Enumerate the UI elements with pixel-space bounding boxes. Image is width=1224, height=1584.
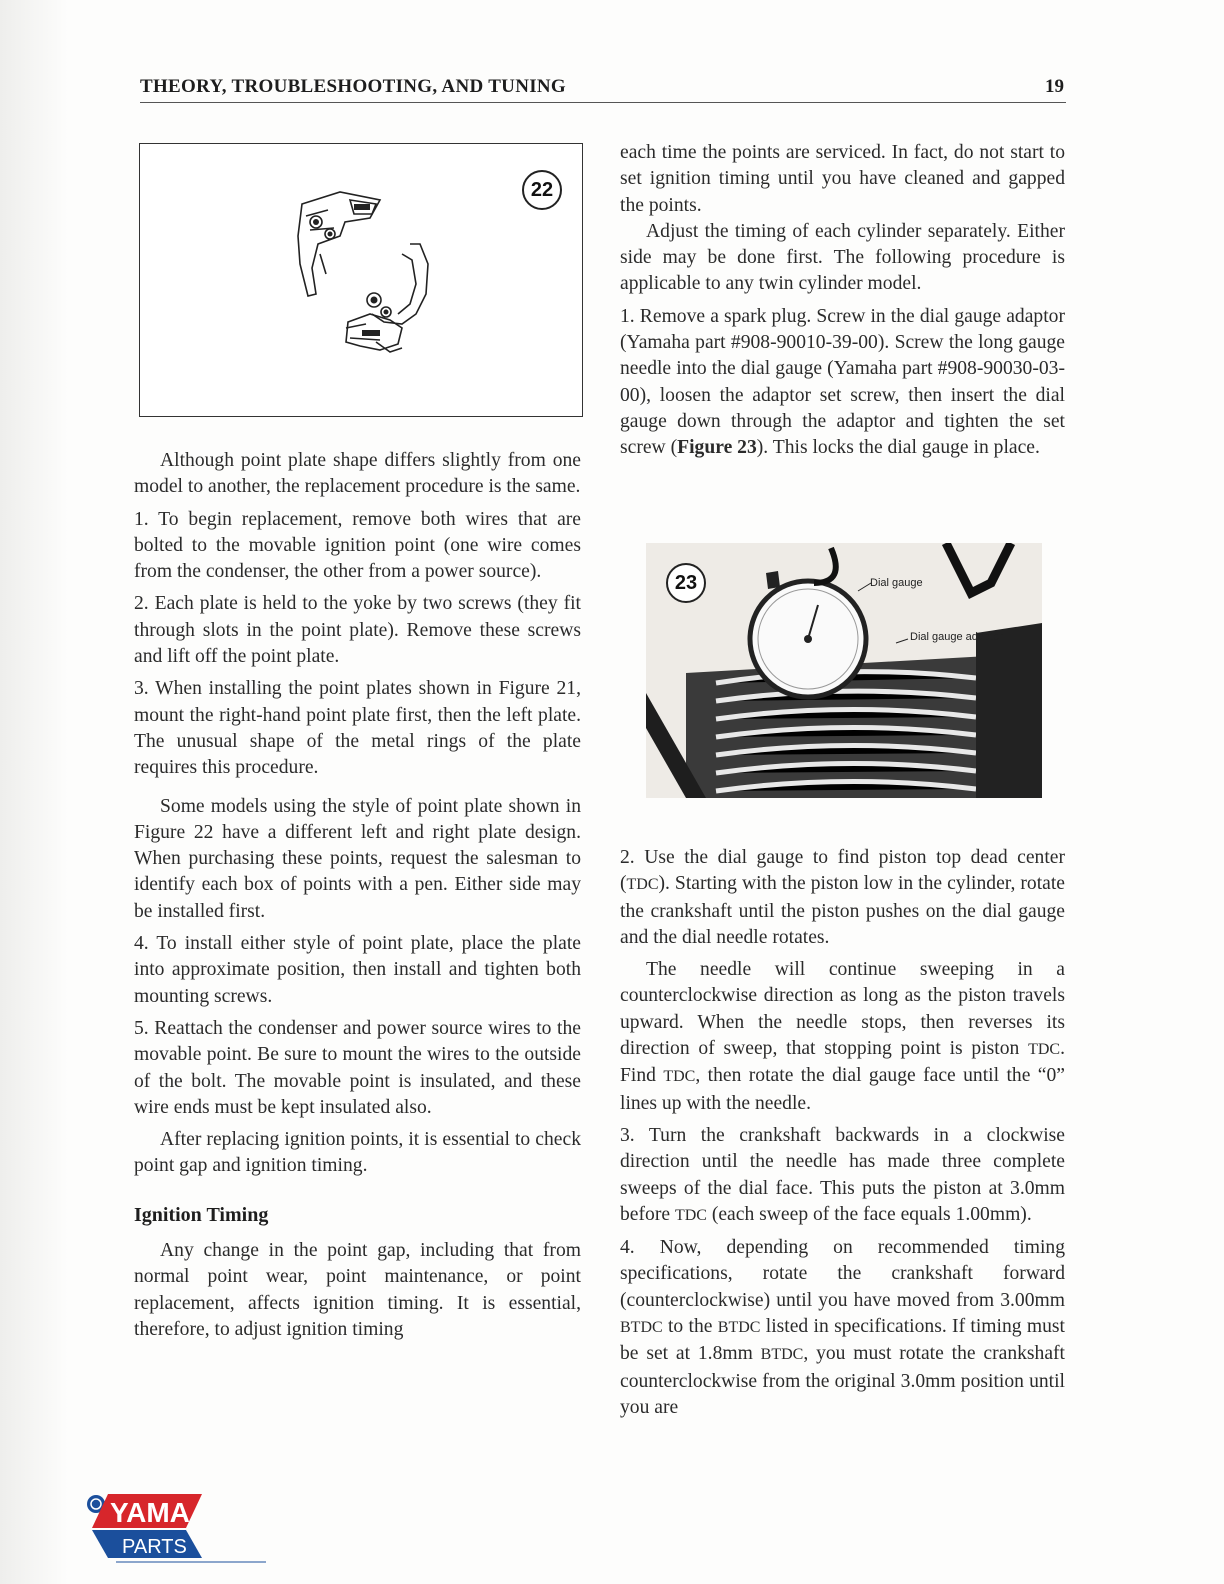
paragraph: The needle will continue sweeping in a counterclockwise direction as long as the piston travels upward. When the needle stops, then reverses its direction of sweep, that stopping point is piston TDC. Find TDC, then rotate the dial gauge face until the “0” lines up with the needle.: [620, 959, 1065, 1114]
step-4: 4. To install either style of point plate, place the plate into approximate position, then install and tighten both mounting screws.: [134, 933, 581, 1007]
figure-23-reference: Figure 23: [677, 437, 757, 459]
section-heading: Ignition Timing: [134, 1203, 269, 1226]
figure-23-number: 23: [666, 563, 706, 603]
step-5: 5. Reattach the condenser and power source wires to the movable point. Be sure to mount the wires to the outside of the bolt. The movable point is insulated, and these wire ends must be kept insulated also.: [134, 1017, 581, 1118]
step-3-turn-crankshaft: 3. Turn the crankshaft backwards in a clockwise direction until the needle has made three complete sweeps of the dial face. This puts the piston at 3.0mm before TDC (each sweep of the face equals 1.00mm).: [620, 1124, 1065, 1225]
left-column: [134, 448, 581, 1343]
figure-22: [139, 143, 583, 417]
step-2: 2. Each plate is held to the yoke by two screws (they fit through slots in the point plate). Remove these screws and lift off the point plate.: [134, 593, 581, 668]
paragraph: Any change in the point gap, including that from normal point wear, point maintenance, or point replacement, affects ignition timing. It is essential, therefore, to adjust ignition timing: [134, 1240, 581, 1340]
figure-23-photo: [646, 543, 1042, 798]
paragraph: Some models using the style of point plate shown in Figure 22 have a different left and right plate design. When purchasing these points, request the salesman to identify each box of points with a pen. Either side may be installed first.: [134, 795, 581, 922]
label-dial-gauge-adapter: Dial gauge adapter: [910, 631, 1003, 643]
step-1: 1. To begin replacement, remove both wires that are bolted to the movable ignition point (one wire comes from the condenser, the other from a power source).: [134, 508, 581, 583]
paragraph: Adjust the timing of each cylinder separately. Either side may be done first. The following procedure is applicable to any twin cylinder model.: [620, 220, 1065, 295]
label-dial-gauge: Dial gauge: [870, 577, 923, 589]
page-number: 19: [1045, 76, 1064, 97]
step-3: 3. When installing the point plates shown in Figure 21, mount the right-hand point plate first, then the left plate. The unusual shape of the metal rings of the plate requires this procedure.: [134, 678, 581, 779]
logo-yama-text: YAMA: [110, 1497, 190, 1528]
step-4-rotate-forward: 4. Now, depending on recommended timing specifications, rotate the crankshaft forward (counterclockwise) until you have moved from 3.00mm BTDC to the BTDC listed in specifications. If timing must be set at 1.8mm BTDC, you must rotate the crankshaft counterclockwise from the original 3.0mm position until you are: [620, 1237, 1065, 1418]
point-plates-illustration: [140, 144, 582, 416]
logo-parts-text: PARTS: [122, 1536, 187, 1558]
step-1-dial-gauge: 1. Remove a spark plug. Screw in the dial gauge adaptor (Yamaha part #908-90010-39-00). Screw the long gauge needle into the dial gauge (Yamaha part #908-90030-03-00), loosen the adaptor set screw, then insert the dial gauge down through the adaptor and tighten the set screw (Figure 23). This locks the dial gauge in place.: [620, 305, 1065, 459]
paragraph: Although point plate shape differs slightly from one model to another, the replacement procedure is the same.: [134, 450, 581, 498]
paragraph: After replacing ignition points, it is essential to check point gap and ignition timing.: [134, 1129, 581, 1177]
page-header: [140, 72, 1066, 103]
page-edge-shadow: [0, 0, 68, 1584]
running-title: THEORY, TROUBLESHOOTING, AND TUNING: [140, 76, 567, 97]
right-column-top: [620, 140, 1065, 462]
yamaparts-logo: [86, 1488, 286, 1584]
right-column-bottom: [620, 845, 1065, 1421]
step-2-find-tdc: 2. Use the dial gauge to find piston top dead center (TDC). Starting with the piston low in the cylinder, rotate the crankshaft until the piston pushes on the dial gauge and the dial needle rotates.: [620, 847, 1065, 948]
paragraph: each time the points are serviced. In fact, do not start to set ignition timing until you have cleaned and gapped the points.: [620, 142, 1065, 216]
figure-22-number: 22: [522, 170, 562, 210]
